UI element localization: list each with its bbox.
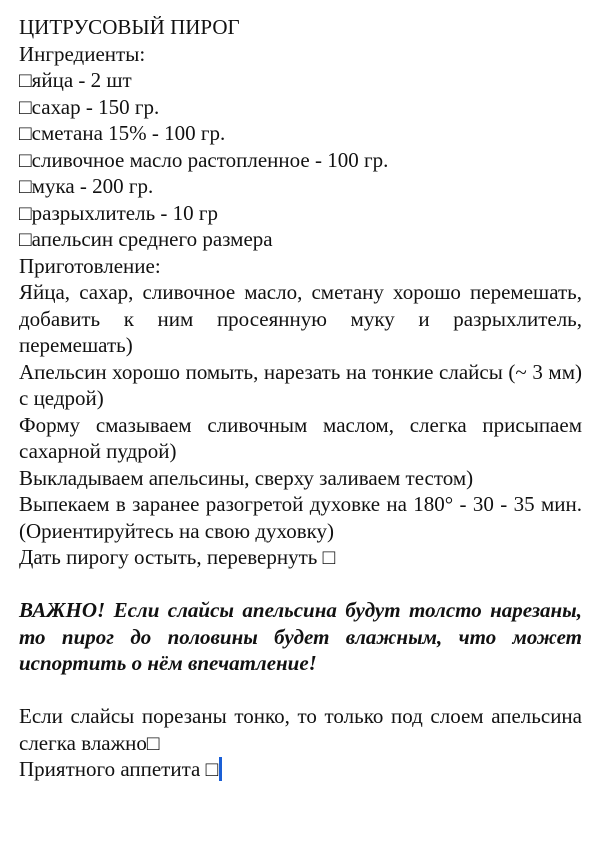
ingredient-item: □сливочное масло растопленное - 100 гр.: [19, 147, 389, 172]
warning-paragraph: ВАЖНО! Если слайсы апельсина будут толсто нарезаны, то пирог до половины будет влажным, что может испортить о нём впечатление!: [19, 598, 582, 675]
note-paragraph: Если слайсы порезаны тонко, то только под слоем апельсина слегка влажно□: [19, 704, 582, 755]
ingredient-item: □мука - 200 гр.: [19, 174, 154, 198]
ingredient-item: □сметана 15% - 100 гр.: [19, 121, 226, 145]
closing-text: Приятного аппетита □: [19, 757, 219, 781]
preparation-steps: [19, 279, 582, 571]
text-cursor: [219, 757, 222, 781]
empty-line: [19, 677, 582, 704]
preparation-step: Яйца, сахар, сливочное масло, сметану хорошо перемешать, добавить к ним просеянную муку и разрыхлитель, перемешать): [19, 280, 582, 357]
ingredient-item: □сахар - 150 гр.: [19, 94, 160, 119]
preparation-heading: Приготовление:: [19, 253, 161, 278]
preparation-step: Дать пирогу остыть, перевернуть □: [19, 545, 336, 569]
ingredient-item: □апельсин среднего размера: [19, 227, 273, 251]
preparation-step: Выкладываем апельсины, сверху заливаем тестом): [19, 465, 474, 490]
preparation-step: Форму смазываем сливочным маслом, слегка присыпаем сахарной пудрой): [19, 412, 582, 463]
closing-line: [19, 756, 582, 783]
recipe-title: ЦИТРУСОВЫЙ ПИРОГ: [19, 15, 240, 39]
ingredient-item: □яйца - 2 шт: [19, 68, 132, 92]
preparation-step: Выпекаем в заранее разогретой духовке на 180° - 30 - 35 мин. (Ориентируйтесь на свою духовку): [19, 492, 582, 543]
preparation-step: Апельсин хорошо помыть, нарезать на тонкие слайсы (~ 3 мм) с цедрой): [19, 359, 582, 410]
ingredients-heading: Ингредиенты:: [19, 41, 146, 66]
ingredient-item: □разрыхлитель - 10 гр: [19, 200, 219, 225]
document-page[interactable]: [19, 14, 582, 783]
ingredients-list: [19, 67, 582, 253]
empty-line: [19, 571, 582, 598]
